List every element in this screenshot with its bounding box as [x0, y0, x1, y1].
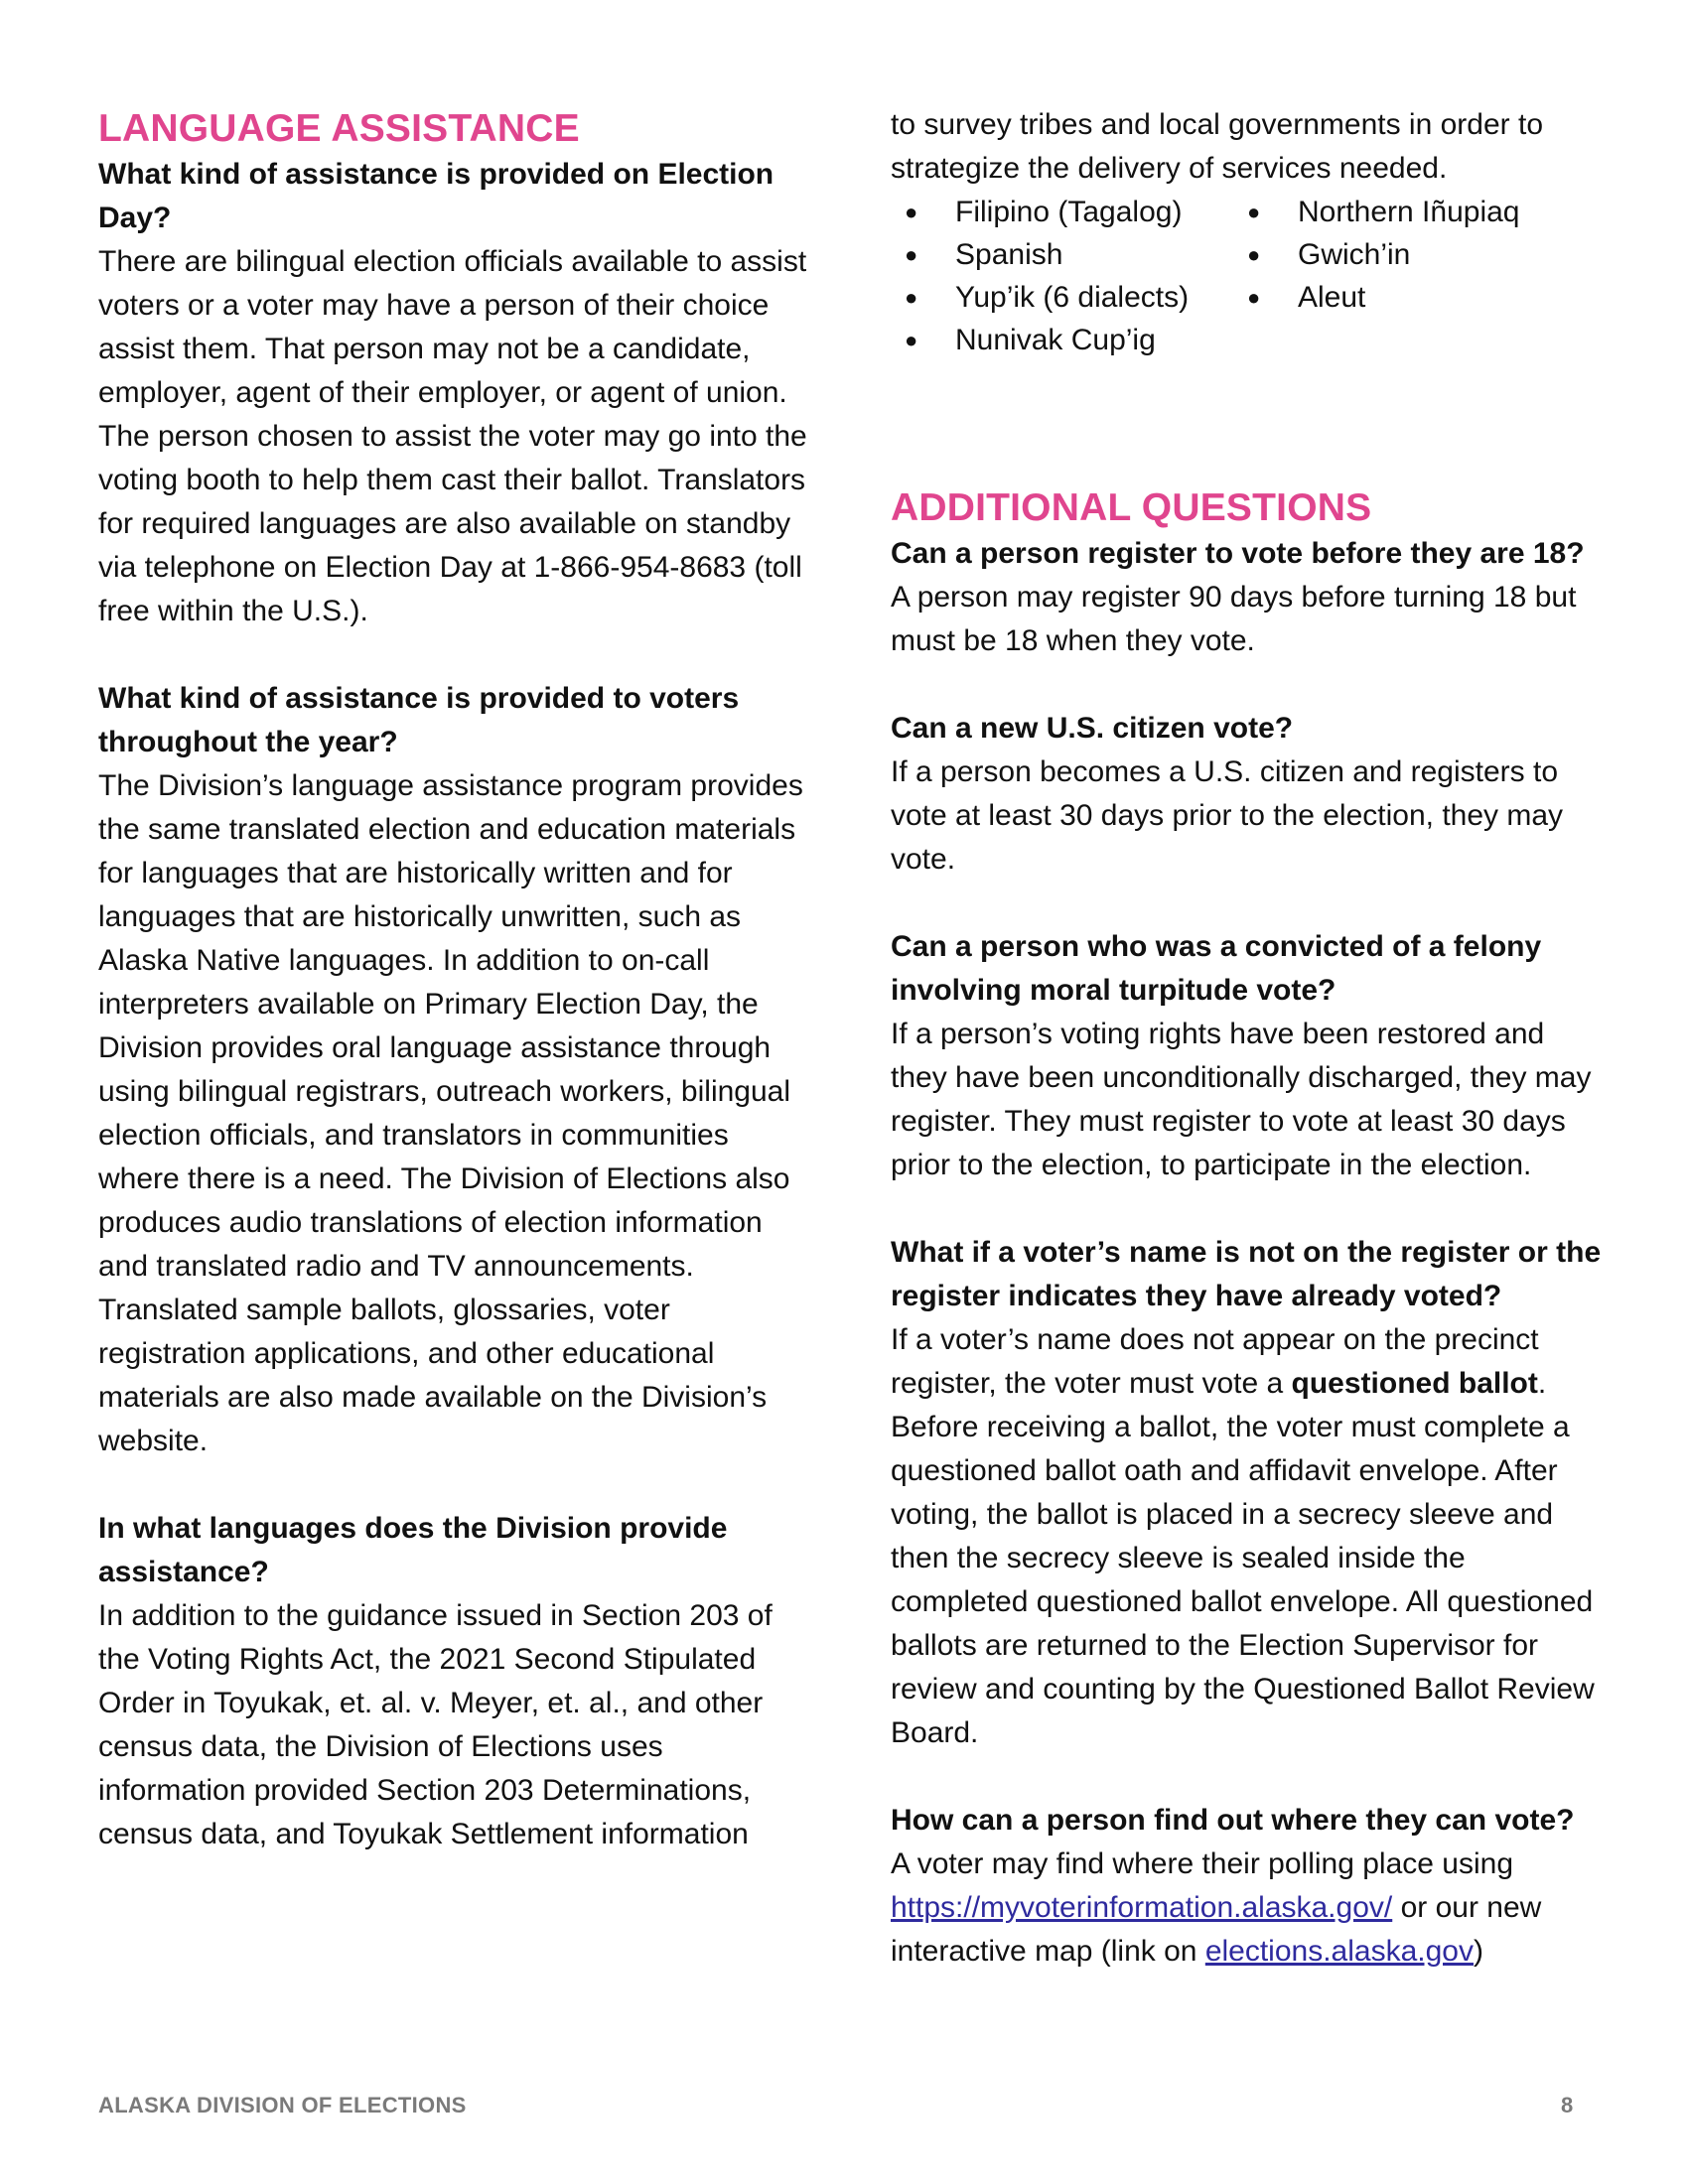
list-item: ● Filipino (Tagalog): [891, 191, 1233, 233]
answer-year-round-assistance: The Division’s language assistance program provides the same translated election and education materials for languages that are historically written and for languages that are historically unwritten, such as Alaska Native languages. In addition to on-call interpreters available on Primary Election Day, the Division provides oral language assistance through using bilingual registrars, outreach workers, bilingual election officials, and translators in communities where there is a need. The Division of Elections also produces audio translations of election information and translated radio and TV announcements. Translated sample ballots, glossaries, voter registration applications, and other educational materials are also made available on the Division’s website.: [98, 769, 803, 1457]
bullet-icon: ●: [1247, 285, 1261, 310]
answer-where-to-vote: A voter may find where their polling place using https://myvoterinformation.alaska.gov/ or our new interactive map (link on elections.alaska.gov): [891, 1847, 1542, 1968]
language-assistance-heading: LANGUAGE ASSISTANCE: [98, 107, 580, 150]
additional-questions-heading: ADDITIONAL QUESTIONS: [891, 486, 1372, 529]
question-name-not-on-register: What if a voter’s name is not on the register or the register indicates they have already voted?: [891, 1236, 1602, 1312]
list-item: ● Yup’ik (6 dialects): [891, 276, 1233, 319]
languages-continuation: to survey tribes and local governments in order to strategize the delivery of services needed.: [891, 108, 1543, 185]
bullet-icon: ●: [1247, 200, 1261, 224]
question-felony: Can a person who was a convicted of a felony involving moral turpitude vote?: [891, 930, 1542, 1007]
elections-alaska-link[interactable]: elections.alaska.gov: [1204, 1935, 1474, 1968]
question-new-citizen: Can a new U.S. citizen vote?: [891, 712, 1294, 745]
answer-new-citizen: If a person becomes a U.S. citizen and registers to vote at least 30 days prior to the election, they may vote.: [891, 755, 1564, 876]
right-column: [891, 103, 1606, 1974]
bullet-icon: ●: [905, 200, 918, 224]
bullet-icon: ●: [1247, 242, 1261, 267]
bullet-icon: ●: [905, 328, 918, 352]
questioned-ballot-term: questioned ballot: [1291, 1367, 1538, 1400]
answer-election-day-assistance: There are bilingual election officials available to assist voters or a voter may have a person of their choice assist them. That person may not be a candidate, employer, agent of their employer, or agent of union. The person chosen to assist the voter may go into the voting booth to help them cast their ballot. Translators for required languages are also available on standby via telephone on Election Day at 1-866-954-8683 (toll free within the U.S.).: [98, 245, 807, 627]
list-item: ● Nunivak Cup’ig: [891, 319, 1233, 361]
list-item: ● Northern Iñupiaq: [1233, 191, 1531, 233]
left-column: [98, 105, 813, 1856]
answer-languages: In addition to the guidance issued in Section 203 of the Voting Rights Act, the 2021 Second Stipulated Order in Toyukak, et. al. v. Meyer, et. al., and other census data, the Division of Elections uses information provided Section 203 Determinations, census data, and Toyukak Settlement information: [98, 1599, 773, 1850]
answer-register-before-18: A person may register 90 days before turning 18 but must be 18 when they vote.: [891, 581, 1577, 657]
myvoterinformation-link[interactable]: https://myvoterinformation.alaska.gov/: [891, 1891, 1393, 1924]
question-languages: In what languages does the Division provide assistance?: [98, 1512, 728, 1588]
answer-felony: If a person’s voting rights have been restored and they have been unconditionally discharged, they may register. They must register to vote at least 30 days prior to the election, to participate in the election.: [891, 1018, 1592, 1181]
list-item: ● Aleut: [1233, 276, 1531, 319]
question-register-before-18: Can a person register to vote before they are 18?: [891, 537, 1585, 570]
question-election-day-assistance: What kind of assistance is provided on Election Day?: [98, 158, 774, 234]
bullet-icon: ●: [905, 242, 918, 267]
footer-organization: ALASKA DIVISION OF ELECTIONS: [98, 2093, 467, 2117]
question-where-to-vote: How can a person find out where they can vote?: [891, 1804, 1575, 1837]
question-year-round-assistance: What kind of assistance is provided to voters throughout the year?: [98, 682, 740, 758]
list-item: ● Gwich’in: [1233, 233, 1531, 276]
bullet-icon: ●: [905, 285, 918, 310]
languages-list: [891, 191, 1606, 361]
answer-name-not-on-register: If a voter’s name does not appear on the precinct register, the voter must vote a questioned ballot. Before receiving a ballot, the voter must complete a questioned ballot oath and affidavit envelope. After voting, the ballot is placed in a secrecy sleeve and then the secrecy sleeve is sealed inside the completed questioned ballot envelope. All questioned ballots are returned to the Election Supervisor for review and counting by the Questioned Ballot Review Board.: [891, 1323, 1595, 1749]
list-item: ● Spanish: [891, 233, 1233, 276]
page-number: 8: [1561, 2093, 1574, 2117]
